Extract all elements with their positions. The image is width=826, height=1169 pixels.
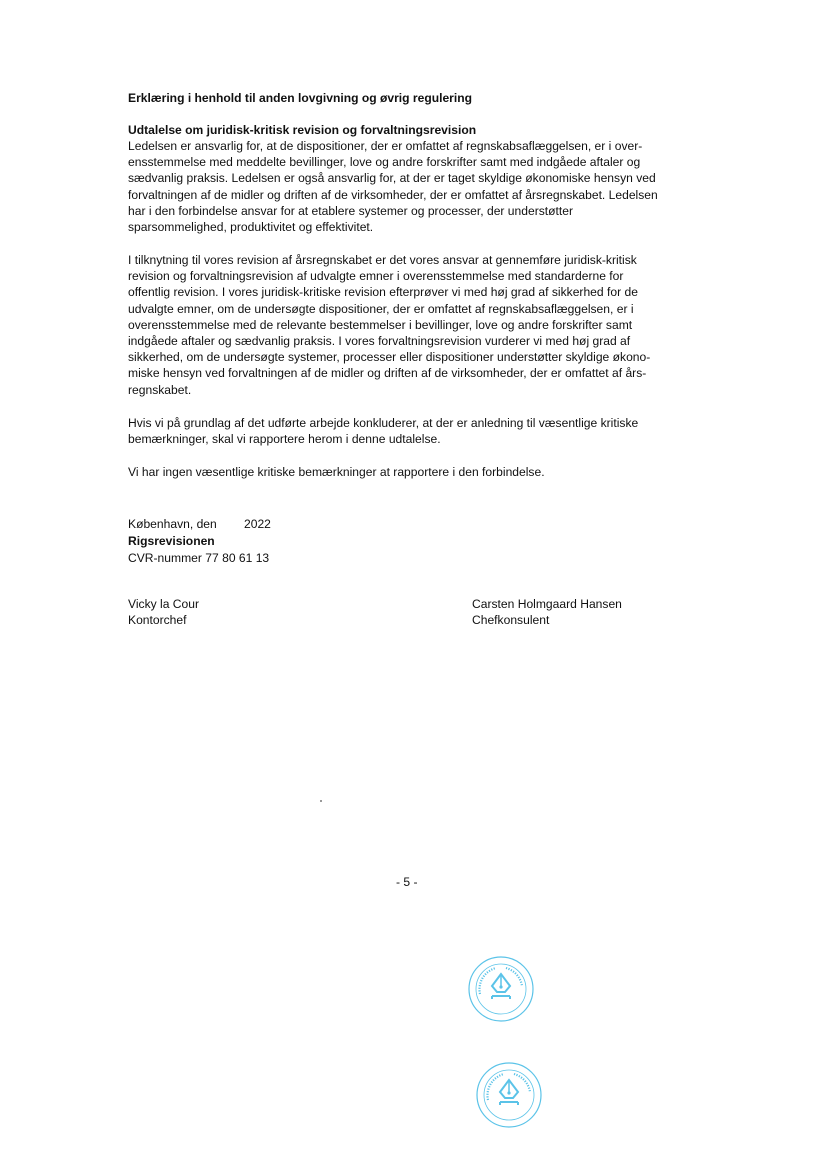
text-line: Ledelsen er ansvarlig for, at de dispositioner, der er omfattet af regnskabsaflæggelsen, er i over- xyxy=(128,139,643,153)
paragraph-management-responsibility xyxy=(128,138,658,235)
page-number: - 5 - xyxy=(396,875,418,889)
text-line: ensstemmelse med meddelte bevillinger, love og andre forskrifter samt med indgåede aftaler og xyxy=(128,155,641,170)
stray-dot xyxy=(320,800,322,802)
text-line: sikkerhed, om de undersøgte systemer, processer eller dispositioner understøtter skyldige økono- xyxy=(128,350,651,365)
text-line: I tilknytning til vores revision af årsregnskabet er det vores ansvar at gennemføre juridisk-kritisk xyxy=(128,253,637,267)
signer-title-left: Kontorchef xyxy=(128,613,187,627)
text-line: overensstemmelse med de relevante bestemmelser i bevillinger, love og andre forskrifter samt xyxy=(128,317,633,332)
signer-title-right: Chefkonsulent xyxy=(472,613,550,627)
text-line: har i den forbindelse ansvar for at etablere systemer og processer, der understøtter xyxy=(128,203,574,218)
signature-seal-1 xyxy=(466,954,536,1024)
paragraph-auditor-responsibility xyxy=(128,252,650,398)
text-line: miske hensyn ved forvaltningen af de midler og driften af de virksomheder, der er omfattet af års- xyxy=(128,366,647,381)
main-heading: Erklæring i henhold til anden lovgivning og øvrig regulering xyxy=(128,91,473,105)
text-line: Hvis vi på grundlag af det udførte arbejde konkluderer, at der er anledning til væsentlige kritiske xyxy=(128,416,639,430)
text-line: udvalgte emner, om de undersøgte dispositioner, der er omfattet af regnskabsaflæggelsen, er i xyxy=(128,301,634,316)
pen-nib-icon xyxy=(474,1060,544,1130)
signer-name-left: Vicky la Cour xyxy=(128,597,200,611)
text-line: forvaltningen af de midler og driften af de virksomheder, der er omfattet af årsregnskabet. Ledelsen xyxy=(128,187,658,202)
text-line: sædvanlig praksis. Ledelsen er også ansvarlig for, at der er taget skyldige økonomiske hensyn ved xyxy=(128,171,656,186)
pen-nib-icon xyxy=(466,954,536,1024)
text-line: offentlig revision. I vores juridisk-kritiske revision efterprøver vi med høj grad af sikkerhed for de xyxy=(128,285,638,300)
text-line: Vi har ingen væsentlige kritiske bemærkninger at rapportere i den forbindelse. xyxy=(128,465,545,479)
text-line: sparsommelighed, produktivitet og effektivitet. xyxy=(128,220,374,235)
section-heading: Udtalelse om juridisk-kritisk revision og forvaltningsrevision xyxy=(128,123,477,137)
organization-name: Rigsrevisionen xyxy=(128,534,215,548)
cvr-number: CVR-nummer 77 80 61 13 xyxy=(128,551,270,565)
text-line: bemærkninger, skal vi rapportere herom i denne udtalelse. xyxy=(128,432,441,447)
paragraph-conclusion xyxy=(128,464,545,480)
paragraph-reporting-condition xyxy=(128,415,638,447)
text-line: revision og forvaltningsrevision af udvalgte emner i overensstemmelse med standarderne for xyxy=(128,269,624,284)
signer-name-right: Carsten Holmgaard Hansen xyxy=(472,597,622,611)
signature-year: 2022 xyxy=(244,517,271,531)
text-line: regnskabet. xyxy=(128,382,192,397)
signature-seal-2 xyxy=(474,1060,544,1130)
place-date: København, den xyxy=(128,517,217,531)
text-line: indgåede aftaler og sædvanlig praksis. I vores forvaltningsrevision vurderer vi med høj grad af xyxy=(128,334,631,349)
